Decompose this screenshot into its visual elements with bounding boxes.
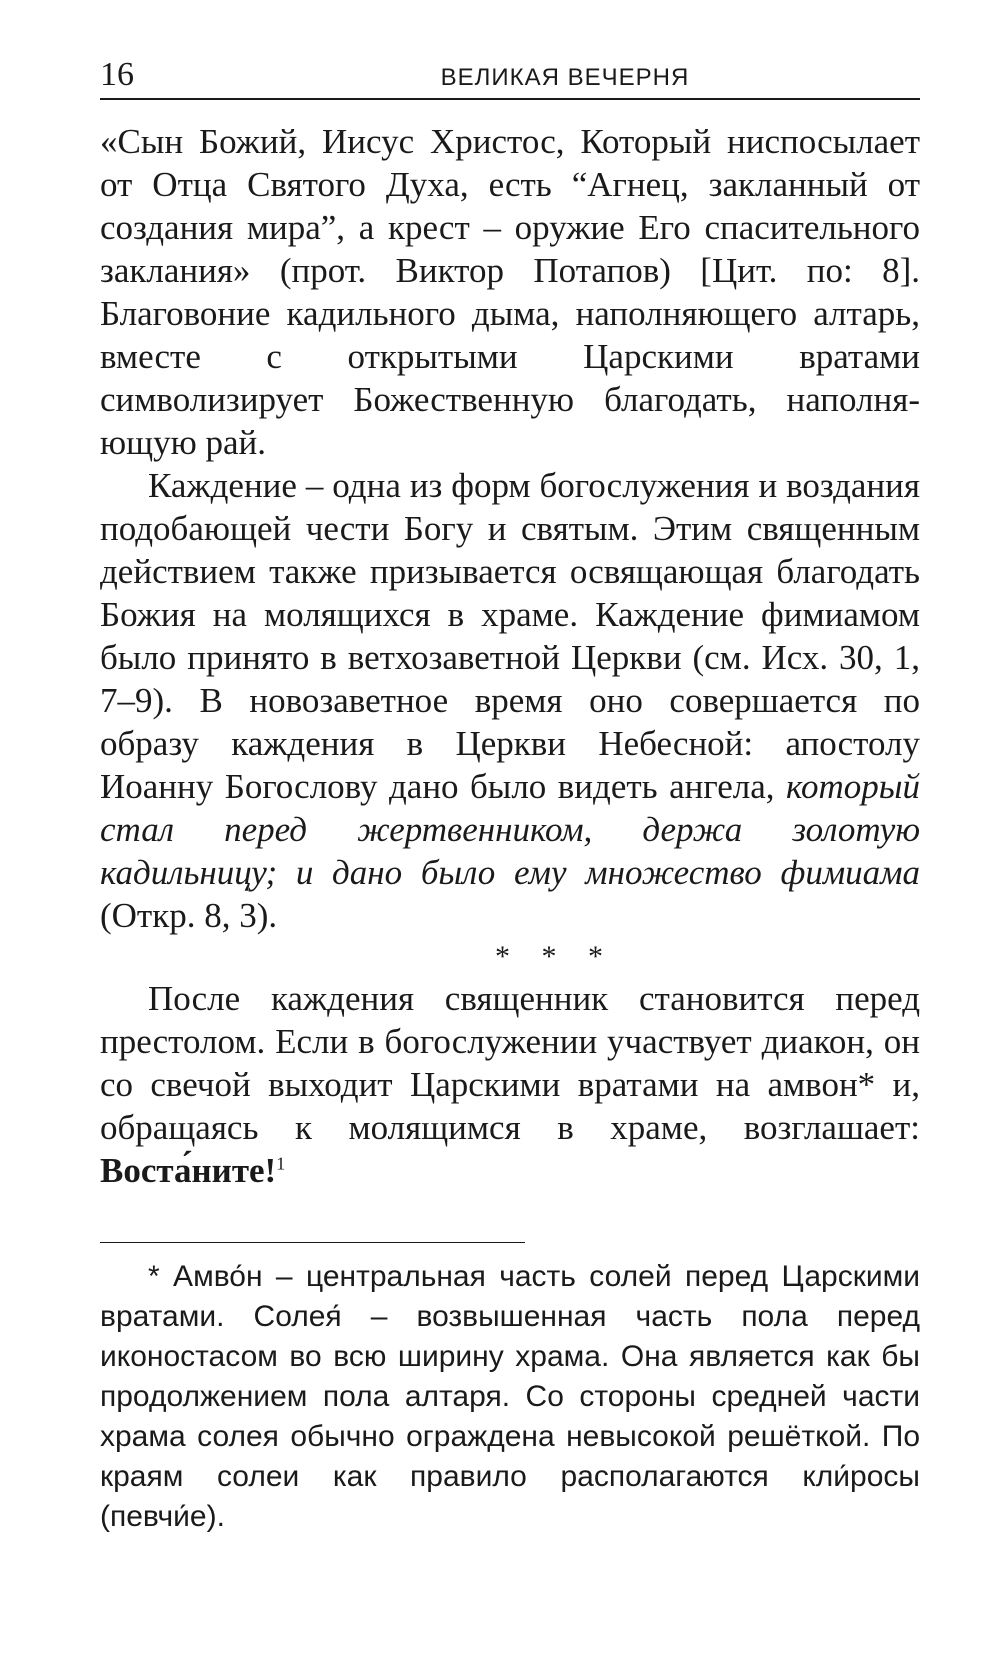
paragraph-3-text: После каждения священник становится перед престолом. Если в богослужении участвует диакон, он со свечой выходит Царскими вратами на амвон* и, обращаясь к молящимся в храме, возглашает: xyxy=(100,979,920,1147)
main-text xyxy=(100,120,920,1192)
footnote xyxy=(100,1257,920,1537)
section-separator: * * * xyxy=(495,940,615,973)
paragraph-2 xyxy=(100,464,920,937)
paragraph-2-text: Каждение – одна из форм богослужения и воздания подобающей чести Богу и святым. Этим священным действием также призывается освящающая благодать Божия на молящихся в храме. Каждение фимиамом было принято в ветхозаветной Церкви (см. Исх. 30, 1, 7–9). В новозаветное время оно совершается по образу каждения в Церкви Небесной: апостолу Иоанну Богослову дано было видеть ангела, xyxy=(100,466,920,806)
paragraph-3-exclamation: Воста́ните! xyxy=(100,1151,277,1190)
footnote-text: * Амво́н – центральная часть солей перед Царскими вратами. Солея́ – возвышенная часть пола перед иконостасом во всю ширину храма. Она является как бы продолжением пола алтаря. Со стороны средней части храма солея обычно ограждена невысокой решёткой. По краям солеи как правило располагаются кли́росы (певчи́е). xyxy=(100,1260,920,1533)
paragraph-1: «Сын Божий, Иисус Христос, Который ниспосылает от Отца Святого Духа, есть “Агнец, закланный от создания мира”, а крест – оружие Его спасительного заклания» (прот. Виктор Потапов) [Цит. по: 8]. Благовоние кадильного дыма, наполняющего алтарь, вместе с открытыми Царскими вратами символизирует Божественную благодать, наполняющую рай. xyxy=(100,122,920,462)
running-title: ВЕЛИКАЯ ВЕЧЕРНЯ xyxy=(440,64,690,91)
page-header xyxy=(100,58,920,100)
footnote-divider xyxy=(100,1242,525,1243)
paragraph-2-reference: (Откр. 8, 3). xyxy=(100,896,278,935)
paragraph-2-quote: который стал перед жертвенником, держа золотую кадильницу; и дано было ему множество фимиама xyxy=(100,767,920,892)
page-number: 16 xyxy=(100,56,134,93)
footnote-marker: 1 xyxy=(276,1153,286,1174)
paragraph-3 xyxy=(100,977,920,1192)
